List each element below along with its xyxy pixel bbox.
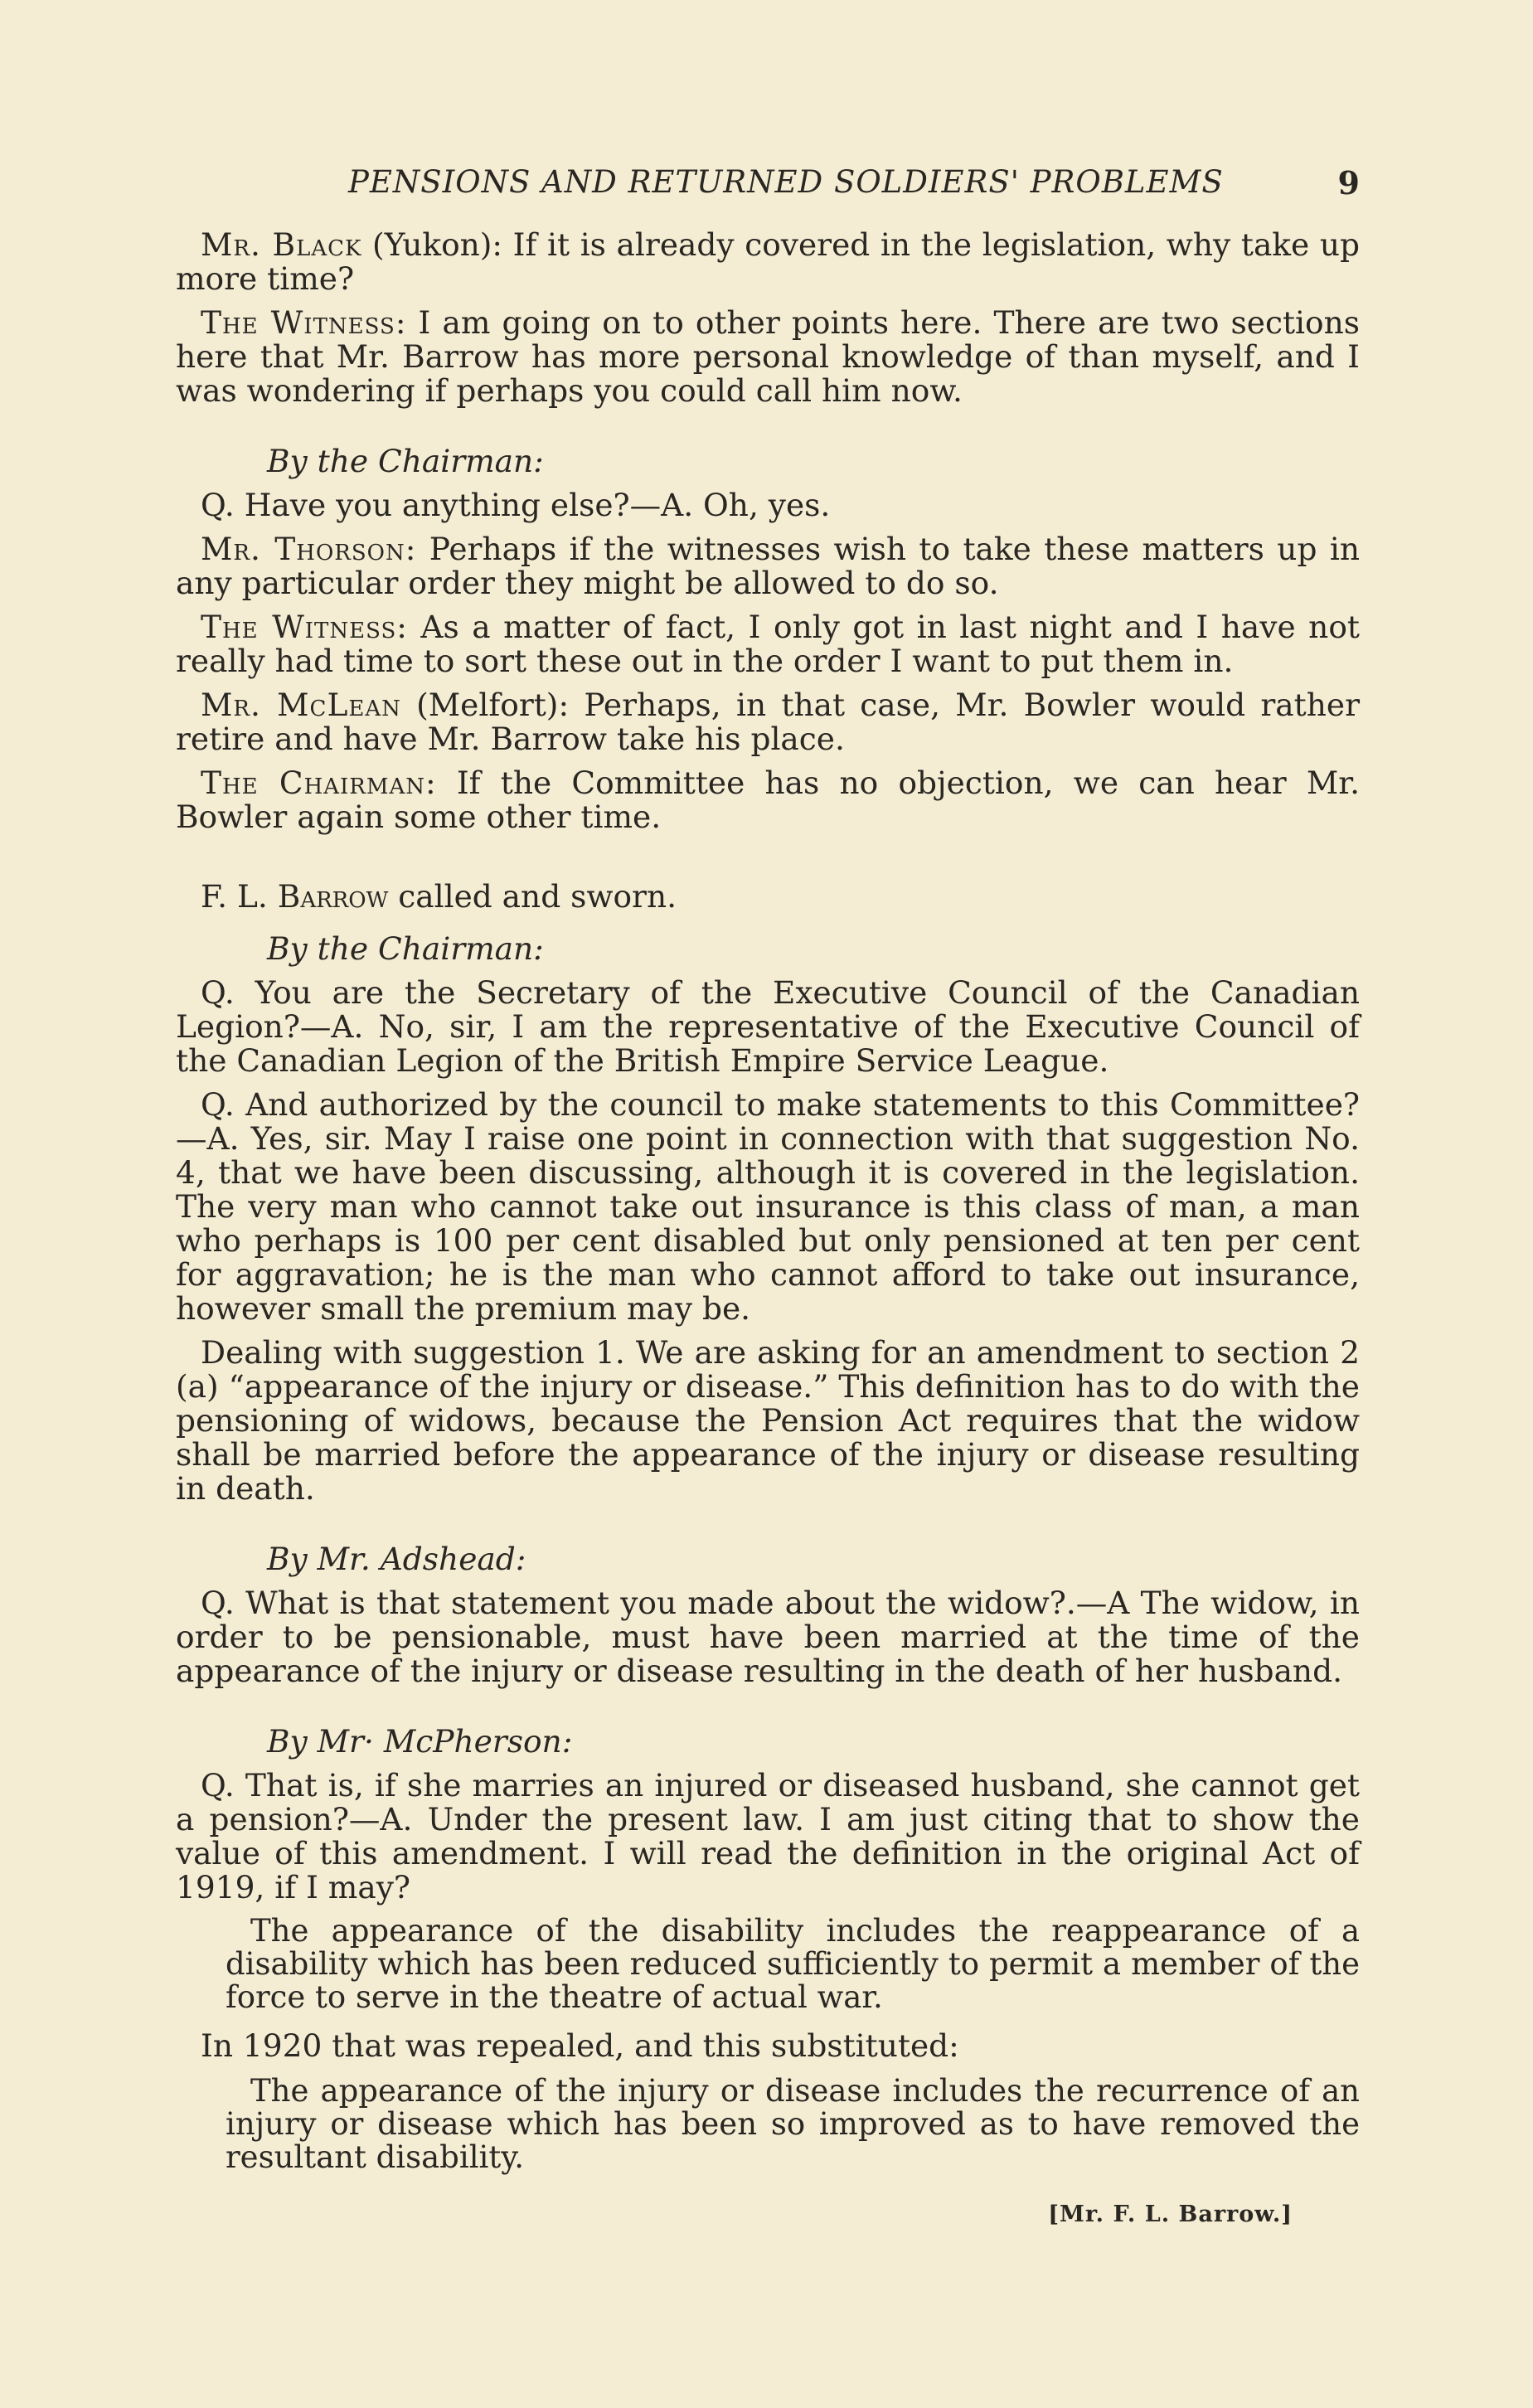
paragraph-text: Perhaps if the witnesses wish to take these matters up in any particular order they might be allowed to do so.	[176, 531, 1361, 601]
paragraph: Q. Have you anything else?—A. Oh, yes.	[201, 487, 831, 523]
speaker-name: The Chairman:	[201, 765, 437, 801]
paragraph: Q. You are the Secretary of the Executive Council of the Canadian Legion?—A. No, sir, I am the representative of the Executive Council of the Canadian Legion of the British Empire Service League.	[176, 974, 1360, 1079]
paragraph-text: Perhaps, in that case, Mr. Bowler would rather retire and have Mr. Barrow take his place.	[176, 687, 1360, 757]
paragraph: Q. And authorized by the council to make statements to this Committee?—A. Yes, sir. May I raise one point in connection with that suggestion No. 4, that we have been discussing, although it is covered in the legislation. The very man who cannot take out insurance is this class of man, a man who perhaps is 100 per cent disabled but only pensioned at ten per cent for aggravation; he is the man who cannot afford to take out insurance, however small the premium may be.	[176, 1086, 1360, 1327]
witness-name: Barrow	[277, 878, 389, 915]
paragraph: Dealing with suggestion 1. We are asking for an amendment to section 2 (a) “appearance of the injury or disease.” This definition has to do with the pensioning of widows, because the Pension Act requires that the widow shall be married before the appearance of the injury or disease resulting in death.	[176, 1334, 1360, 1507]
page-header	[348, 164, 1360, 214]
paragraph-text: As a matter of fact, I only got in last night and I have not really had time to sort these out in the order I want to put them in.	[176, 609, 1360, 679]
witness-initials: F. L.	[201, 878, 278, 915]
paragraph	[176, 306, 1360, 408]
section-heading: By the Chairman:	[267, 930, 544, 967]
witness-called-line	[201, 880, 1360, 914]
paragraph	[176, 688, 1360, 756]
paragraph: In 1920 that was repealed, and this substituted:	[201, 2027, 959, 2064]
paragraph	[176, 766, 1360, 834]
speaker-name: The Witness:	[201, 609, 408, 645]
paragraph	[176, 228, 1360, 296]
witness-called-text: called and sworn.	[388, 878, 677, 915]
quoted-definition: The appearance of the disability includes the reappearance of a disability which has been reduced sufficiently to permit a member of the force to serve in the theatre of actual war.	[226, 1913, 1360, 2015]
paragraph-text: If the Committee has no objection, we can hear Mr. Bowler again some other time.	[176, 765, 1360, 835]
section-heading: By the Chairman:	[267, 443, 544, 479]
page-number: 9	[1337, 164, 1360, 201]
speaker-note: (Melfort):	[400, 687, 570, 723]
section-heading: By Mr· McPherson:	[267, 1723, 573, 1760]
speaker-footer: [Mr. F. L. Barrow.]	[1048, 2202, 1293, 2227]
section-heading: By Mr. Adshead:	[267, 1541, 526, 1577]
paragraph: Q. That is, if she marries an injured or diseased husband, she cannot get a pension?—A. Under the present law. I am just citing that to show the value of this amendment. I will read the definition in the original Act of 1919, if I may?	[176, 1767, 1360, 1906]
paragraph-text: I am going on to other points here. There are two sections here that Mr. Barrow has more personal knowledge of than myself, and I was wondering if perhaps you could call him now.	[176, 304, 1360, 409]
paragraph	[176, 532, 1360, 600]
running-head: PENSIONS AND RETURNED SOLDIERS' PROBLEMS	[348, 164, 1224, 200]
paragraph-text: If it is already covered in the legislation, why take up more time?	[176, 226, 1360, 297]
speaker-name: Mr. Thorson:	[201, 531, 417, 567]
speaker-name: The Witness:	[201, 304, 407, 341]
speaker-name: Mr. McLean	[201, 687, 401, 723]
speaker-name: Mr. Black	[201, 226, 362, 263]
quoted-definition: The appearance of the injury or disease includes the recurrence of an injury or disease which has been so improved as to have removed the resultant disability.	[226, 2073, 1360, 2175]
paragraph	[176, 610, 1360, 678]
paragraph: Q. What is that statement you made about the widow?.—A The widow, in order to be pensionable, must have been married at the time of the appearance of the injury or disease resulting in the death of her husband.	[176, 1585, 1360, 1689]
speaker-note: (Yukon):	[361, 226, 503, 263]
page-body	[176, 228, 1360, 2189]
